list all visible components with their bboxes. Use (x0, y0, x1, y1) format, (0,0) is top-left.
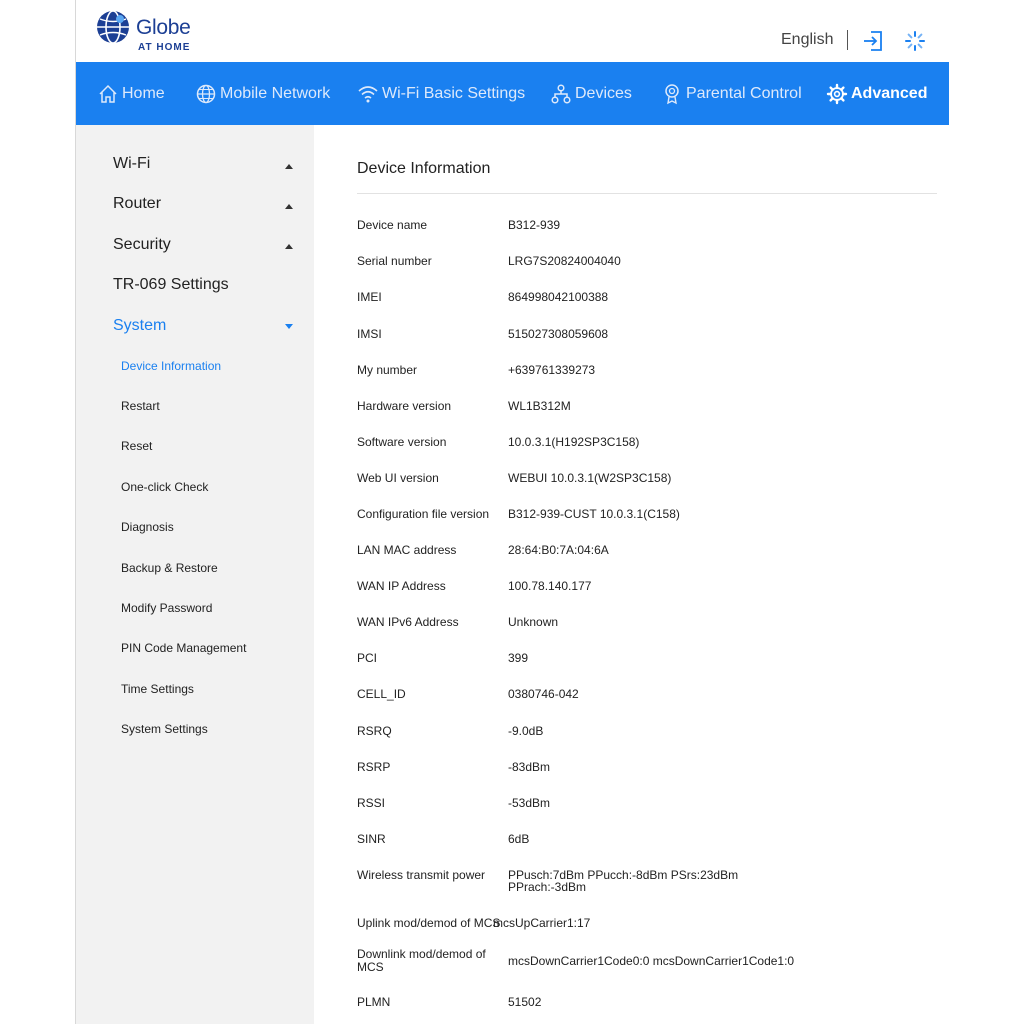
sidebar-menu-router[interactable]: Router (113, 195, 162, 212)
info-value: mcsUpCarrier1:17 (493, 916, 591, 930)
sidebar-item-restart[interactable]: Restart (121, 399, 160, 413)
collapse-arrow-icon[interactable] (285, 164, 293, 169)
info-label: LAN MAC address (357, 543, 457, 557)
nav-home[interactable] (97, 62, 165, 125)
info-label: WAN IP Address (357, 579, 446, 593)
info-label: CELL_ID (357, 687, 406, 701)
info-label: RSSI (357, 796, 386, 810)
info-value: 399 (508, 651, 529, 665)
info-value: B312-939 (508, 218, 561, 232)
sidebar-item-time-settings[interactable]: Time Settings (121, 682, 194, 696)
globe-icon (195, 83, 217, 105)
info-label: SINR (357, 832, 386, 846)
logout-icon[interactable] (862, 30, 884, 52)
device-information-panel (314, 125, 949, 1024)
info-value: -9.0dB (508, 724, 544, 738)
nav-devices-label: Devices (575, 84, 632, 102)
nav-advanced[interactable] (826, 62, 927, 125)
nav-parental-control-label: Parental Control (686, 84, 802, 102)
globe-at-home-logo[interactable] (96, 10, 216, 56)
info-label: Serial number (357, 254, 432, 268)
info-value: +639761339273 (508, 363, 596, 377)
info-label: PCI (357, 651, 378, 665)
sidebar-menu-wifi[interactable]: Wi-Fi (113, 155, 151, 172)
nav-devices[interactable] (550, 62, 632, 125)
info-value: WEBUI 10.0.3.1(W2SP3C158) (508, 471, 672, 485)
info-value: LRG7S20824004040 (508, 254, 621, 268)
sidebar (76, 125, 314, 1024)
collapse-arrow-icon[interactable] (285, 204, 293, 209)
info-value: B312-939-CUST 10.0.3.1(C158) (508, 507, 680, 521)
sidebar-item-one-click-check[interactable]: One-click Check (121, 480, 209, 494)
sidebar-item-backup-restore[interactable]: Backup & Restore (121, 561, 218, 575)
info-label: WAN IPv6 Address (357, 615, 459, 629)
gear-icon (826, 83, 848, 105)
sidebar-menu-tr069-settings[interactable]: TR-069 Settings (113, 276, 229, 293)
info-label: Configuration file version (357, 507, 490, 521)
info-value: 0380746-042 (508, 687, 579, 701)
devices-icon (550, 83, 572, 105)
info-value: Unknown (508, 615, 559, 629)
info-value: WL1B312M (508, 399, 571, 413)
main-navigation (76, 62, 949, 125)
router-admin-page (75, 0, 948, 1024)
nav-wifi-basic-settings-label: Wi-Fi Basic Settings (382, 84, 526, 102)
parental-control-icon (661, 83, 683, 105)
sidebar-item-pin-code-management[interactable]: PIN Code Management (121, 641, 247, 655)
info-label: PLMN (357, 995, 391, 1009)
info-value: 100.78.140.177 (508, 579, 592, 593)
info-label: Downlink mod/demod of MCS (357, 947, 486, 974)
sidebar-item-reset[interactable]: Reset (121, 439, 153, 453)
info-value: mcsDownCarrier1Code0:0 mcsDownCarrier1Code1:0 (508, 954, 795, 968)
info-value: 28:64:B0:7A:04:6A (508, 543, 609, 557)
nav-parental-control[interactable] (661, 62, 802, 125)
info-label: RSRQ (357, 724, 392, 738)
info-label: Wireless transmit power (357, 868, 486, 882)
header-divider (847, 30, 848, 50)
nav-mobile-network-label: Mobile Network (220, 84, 331, 102)
info-label: IMSI (357, 327, 382, 341)
globe-logo-icon (96, 10, 130, 44)
language-selector[interactable]: English (781, 31, 834, 48)
info-label: Device name (357, 218, 428, 232)
nav-mobile-network[interactable] (195, 62, 330, 125)
sidebar-menu-security[interactable]: Security (113, 236, 171, 253)
sidebar-item-system-settings[interactable]: System Settings (121, 722, 208, 736)
info-value: 51502 (508, 995, 542, 1009)
brand-name: Globe (136, 16, 191, 39)
nav-wifi-basic-settings[interactable] (357, 62, 525, 125)
brand-tagline: AT HOME (138, 42, 191, 53)
wifi-icon (357, 83, 379, 105)
info-label: Software version (357, 435, 447, 449)
sidebar-item-device-information[interactable]: Device Information (121, 359, 222, 373)
info-label: IMEI (357, 290, 382, 304)
sidebar-item-modify-password[interactable]: Modify Password (121, 601, 213, 615)
sidebar-item-diagnosis[interactable]: Diagnosis (121, 520, 174, 534)
sidebar-menu-system[interactable]: System (113, 317, 167, 334)
info-value: -53dBm (508, 796, 551, 810)
info-label: My number (357, 363, 418, 377)
info-value: PPusch:7dBm PPucch:-8dBm PSrs:23dBm PPrach:-3dBm (508, 868, 739, 894)
info-label: Hardware version (357, 399, 452, 413)
info-label: Web UI version (357, 471, 439, 485)
info-value: 515027308059608 (508, 327, 609, 341)
home-icon (97, 83, 119, 105)
collapse-arrow-icon[interactable] (285, 244, 293, 249)
spinner-icon (904, 30, 926, 52)
nav-home-label: Home (122, 84, 165, 102)
info-label: RSRP (357, 760, 391, 774)
nav-advanced-label: Advanced (851, 84, 928, 102)
info-value: 864998042100388 (508, 290, 609, 304)
info-value: 6dB (508, 832, 530, 846)
top-header (76, 0, 949, 62)
title-divider (357, 193, 937, 194)
info-value: -83dBm (508, 760, 551, 774)
expand-arrow-icon[interactable] (285, 324, 293, 329)
page-title: Device Information (357, 160, 491, 177)
info-value: 10.0.3.1(H192SP3C158) (508, 435, 640, 449)
info-label: Uplink mod/demod of MCS (357, 916, 501, 930)
